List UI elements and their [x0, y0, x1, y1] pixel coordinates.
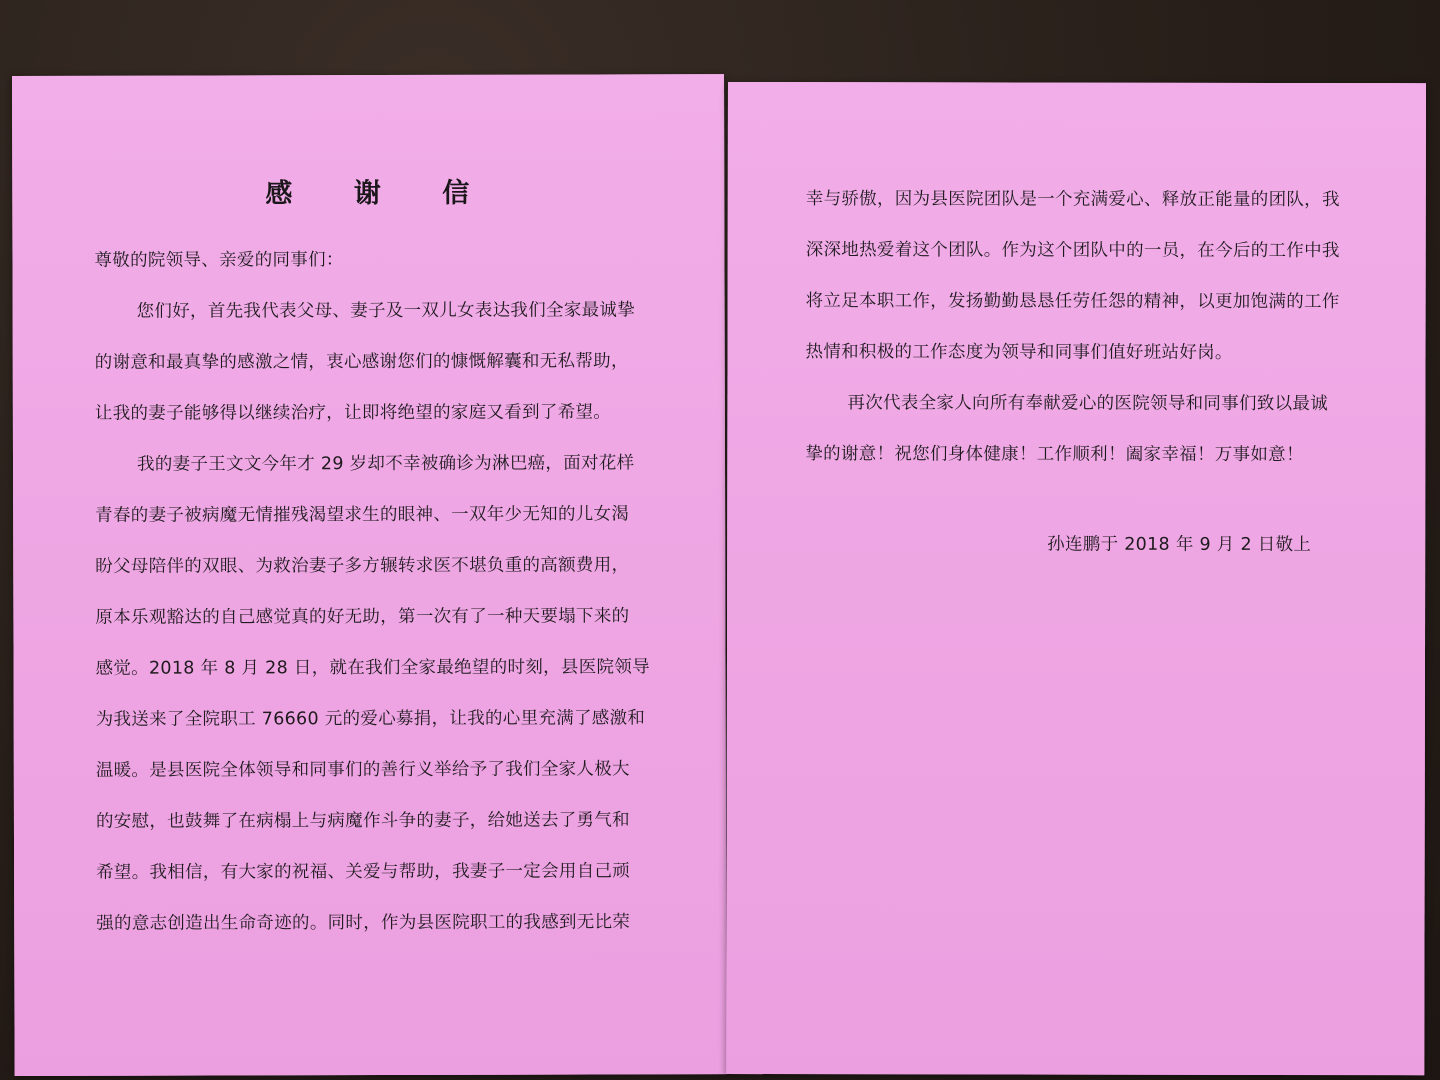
letter-line: 盼父母陪伴的双眼、为救治妻子多方辗转求医不堪负重的高额费用，: [95, 555, 630, 577]
letter-line: 挚的谢意！祝您们身体健康！工作顺利！阖家幸福！万事如意！: [805, 444, 1304, 466]
letter-line: 让我的妻子能够得以继续治疗，让即将绝望的家庭又看到了希望。: [94, 402, 612, 424]
letter-signature: 孙连鹏于 2018 年 9 月 2 日敬上: [1047, 534, 1312, 556]
letter-line: 感觉。2018 年 8 月 28 日，就在我们全家最绝望的时刻，县医院领导: [95, 657, 650, 679]
letter-line: 您们好，首先我代表父母、妻子及一双儿女表达我们全家最诚挚: [136, 300, 636, 322]
letter-line: 的谢意和最真挚的感激之情，衷心感谢您们的慷慨解囊和无私帮助，: [94, 351, 629, 373]
letter-line: 深深地热爱着这个团队。作为这个团队中的一员，在今后的工作中我: [805, 240, 1340, 262]
salutation: 尊敬的院领导、亲爱的同事们：: [94, 250, 344, 271]
letter-line: 希望。我相信，有大家的祝福、关爱与帮助，我妻子一定会用自己顽: [96, 861, 631, 883]
letter-body-right: [805, 174, 1386, 481]
letter-line: 青春的妻子被病魔无情摧残渴望求生的眼神、一双年少无知的儿女渴: [95, 504, 630, 526]
letter-line: 原本乐观豁达的自己感觉真的好无助，第一次有了一种天要塌下来的: [95, 606, 630, 628]
letter-line: 的安慰，也鼓舞了在病榻上与病魔作斗争的妻子，给她送去了勇气和: [95, 810, 630, 832]
letter-line: 我的妻子王文文今年才 29 岁却不幸被确诊为淋巴癌，面对花样: [136, 453, 635, 475]
letter-line: 温暖。是县医院全体领导和同事们的善行义举给予了我们全家人极大: [95, 759, 630, 781]
letter-body-left: [94, 234, 686, 950]
letter-line: 将立足本职工作，发扬勤勤恳恳任劳任怨的精神，以更加饱满的工作: [805, 291, 1340, 313]
letter-line: 为我送来了全院职工 76660 元的爱心募捐，让我的心里充满了感激和: [95, 708, 646, 730]
letter-line: 热情和积极的工作态度为领导和同事们值好班站好岗。: [805, 342, 1233, 363]
letter-title: 感 谢 信: [265, 177, 496, 210]
letter-page-left: [12, 74, 727, 1076]
letter-page-right: [726, 82, 1426, 1075]
letter-line: 再次代表全家人向所有奉献爱心的医院领导和同事们致以最诚: [847, 393, 1329, 415]
letter-line: 幸与骄傲，因为县医院团队是一个充满爱心、释放正能量的团队，我: [805, 189, 1340, 211]
letter-line: 强的意志创造出生命奇迹的。同时，作为县医院职工的我感到无比荣: [96, 912, 631, 934]
